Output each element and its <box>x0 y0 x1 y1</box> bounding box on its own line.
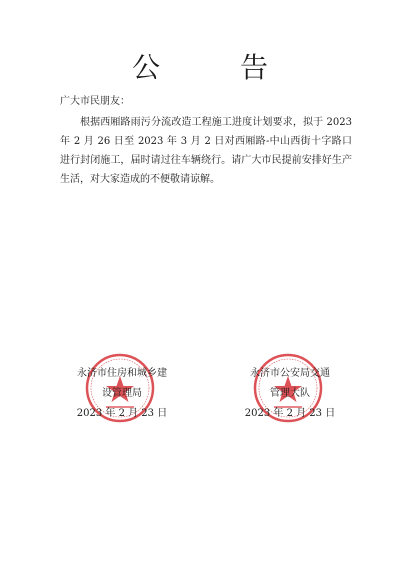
signature-org-line2: 设管理局 <box>102 388 142 399</box>
signature-date: 2023 年 2 月 23 日 <box>76 408 168 419</box>
salutation: 广大市民朋友： <box>60 96 130 107</box>
signature-block-traffic-police <box>230 364 350 424</box>
notice-title: 公 告 <box>131 51 294 84</box>
signature-org-line1: 永济市公安局交通 <box>250 368 330 379</box>
signature-block-housing-bureau <box>62 364 182 424</box>
signature-date: 2023 年 2 月 23 日 <box>244 408 336 419</box>
signature-org-line2: 管理大队 <box>270 388 310 399</box>
notice-body: 根据西厢路雨污分流改造工程施工进度计划要求，拟于 2023 年 2 月 26 日至 2023 年 3 月 2 日对西厢路-中山西街十字路口进行封闭施工，届时请过往车辆绕行。请广大市民提前安排好生产生活，对大家造成的不便敬请谅解。 <box>60 117 352 185</box>
signature-org-line1: 永济市住房和城乡建 <box>77 368 167 379</box>
